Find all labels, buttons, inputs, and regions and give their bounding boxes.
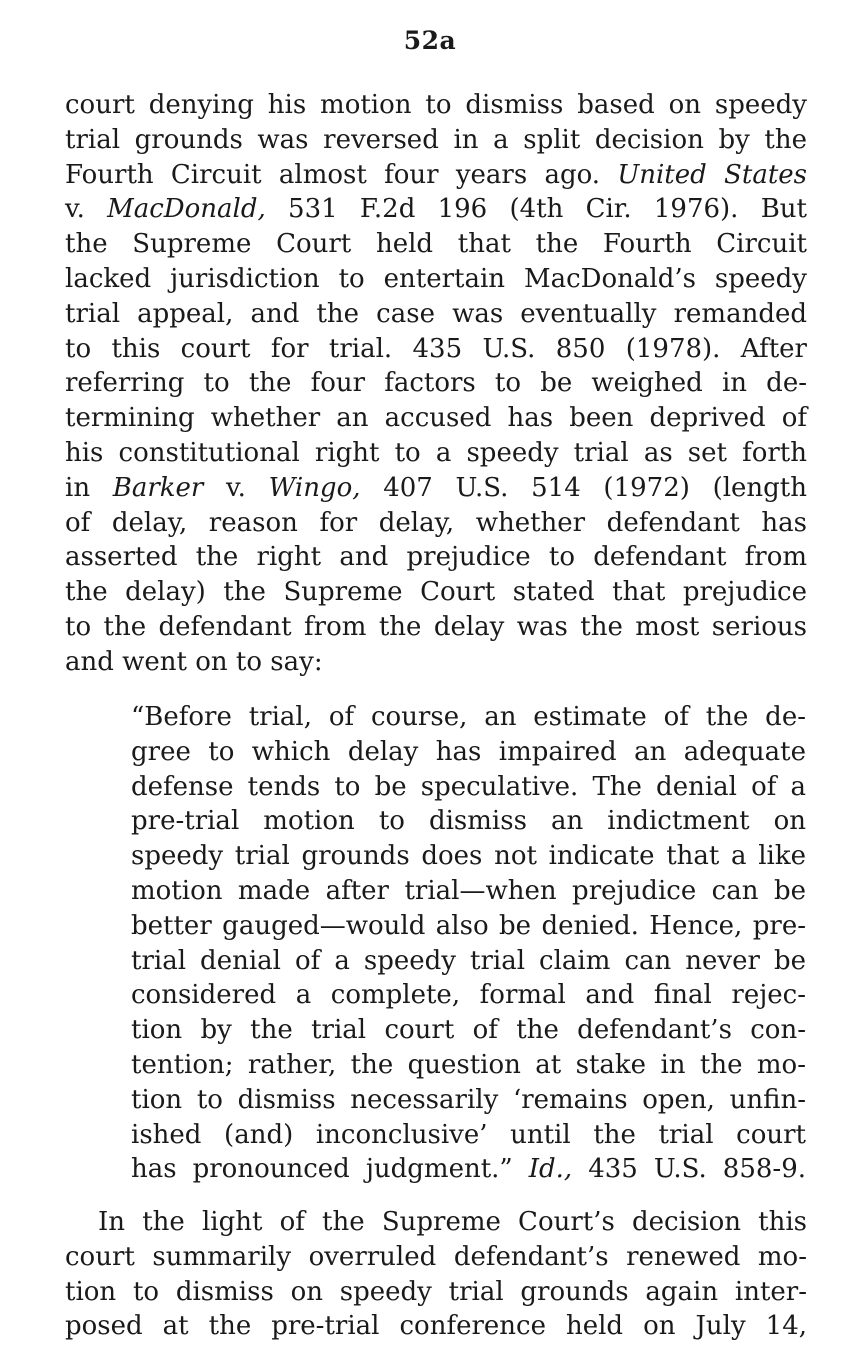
text-line: the delay) the Supreme Court stated that prejudice [65, 577, 807, 608]
text-line: termining whether an accused has been deprived of [65, 403, 807, 434]
quote-line [131, 1152, 806, 1187]
citation-italic: Id., [528, 1154, 573, 1185]
text-line: asserted the right and prejudice to defendant from [65, 542, 807, 573]
text-span: v. [226, 472, 246, 503]
text-line: the Supreme Court held that the Fourth Circuit [65, 229, 807, 260]
quote-line: pre-trial motion to dismiss an indictment on [131, 806, 806, 837]
text-line: posed at the pre-trial conference held on July 14, [65, 1311, 807, 1342]
text-line: to the defendant from the delay was the most serious [65, 611, 807, 642]
text-line: his constitutional right to a speedy trial as set forth [65, 437, 807, 468]
text-line: court summarily overruled defendant’s renewed mo- [65, 1241, 807, 1272]
quote-line: speedy trial grounds does not indicate that a like [131, 841, 806, 872]
case-name-italic: United States [617, 159, 807, 190]
text-span: 407 U.S. 514 (1972) (length [383, 472, 807, 503]
text-line: trial appeal, and the case was eventually remanded [65, 298, 807, 329]
text-line [65, 158, 807, 193]
text-span: v. [65, 194, 85, 225]
quote-line: “Before trial, of course, an estimate of the de- [131, 702, 806, 732]
quote-line: gree to which delay has impaired an adequate [131, 736, 806, 767]
text-line: referring to the four factors to be weighed in de- [65, 368, 807, 399]
text-line: lacked jurisdiction to entertain MacDonald’s speedy [65, 263, 807, 294]
quote-line: tion by the trial court of the defendant’s con- [131, 1015, 806, 1046]
quote-line: trial denial of a speedy trial claim can never be [131, 945, 806, 976]
quote-line: tention; rather, the question at stake in the mo- [131, 1049, 806, 1080]
body-paragraph-2 [65, 1205, 807, 1344]
text-line: trial grounds was reversed in a split decision by the [65, 124, 807, 155]
text-line [65, 192, 807, 227]
text-line [65, 471, 807, 506]
text-line: court denying his motion to dismiss based on speedy [65, 90, 807, 120]
quote-line: motion made after trial—when prejudice can be [131, 875, 806, 906]
case-name-italic: MacDonald, [107, 194, 266, 225]
text-line: to this court for trial. 435 U.S. 850 (1978). After [65, 333, 807, 364]
text-line: tion to dismiss on speedy trial grounds again inter- [65, 1276, 807, 1307]
text-line: of delay, reason for delay, whether defendant has [65, 507, 807, 538]
block-quote [131, 700, 806, 1187]
quote-line: ished (and) inconclusive’ until the trial court [131, 1119, 806, 1150]
case-name-italic: Wingo, [268, 472, 361, 503]
quote-line: tion to dismiss necessarily ‘remains open, unfin- [131, 1084, 806, 1115]
body-paragraph-1 [65, 88, 807, 680]
quote-line: defense tends to be speculative. The denial of a [131, 771, 806, 802]
text-line: In the light of the Supreme Court’s decision this [98, 1207, 807, 1237]
page-number: 52a [403, 26, 457, 55]
text-span: 435 U.S. 858-9. [588, 1154, 807, 1185]
text-span: in [65, 472, 91, 503]
text-span: 531 F.2d 196 (4th Cir. 1976). But [288, 194, 807, 225]
quote-line: better gauged—would also be denied. Hence, pre- [131, 910, 806, 941]
text-line: and went on to say: [65, 646, 323, 677]
text-span: Fourth Circuit almost four years ago. [65, 159, 601, 190]
text-span: has pronounced judgment.” [131, 1154, 513, 1185]
case-name-italic: Barker [112, 472, 204, 503]
quote-line: considered a complete, formal and final rejec- [131, 980, 806, 1011]
